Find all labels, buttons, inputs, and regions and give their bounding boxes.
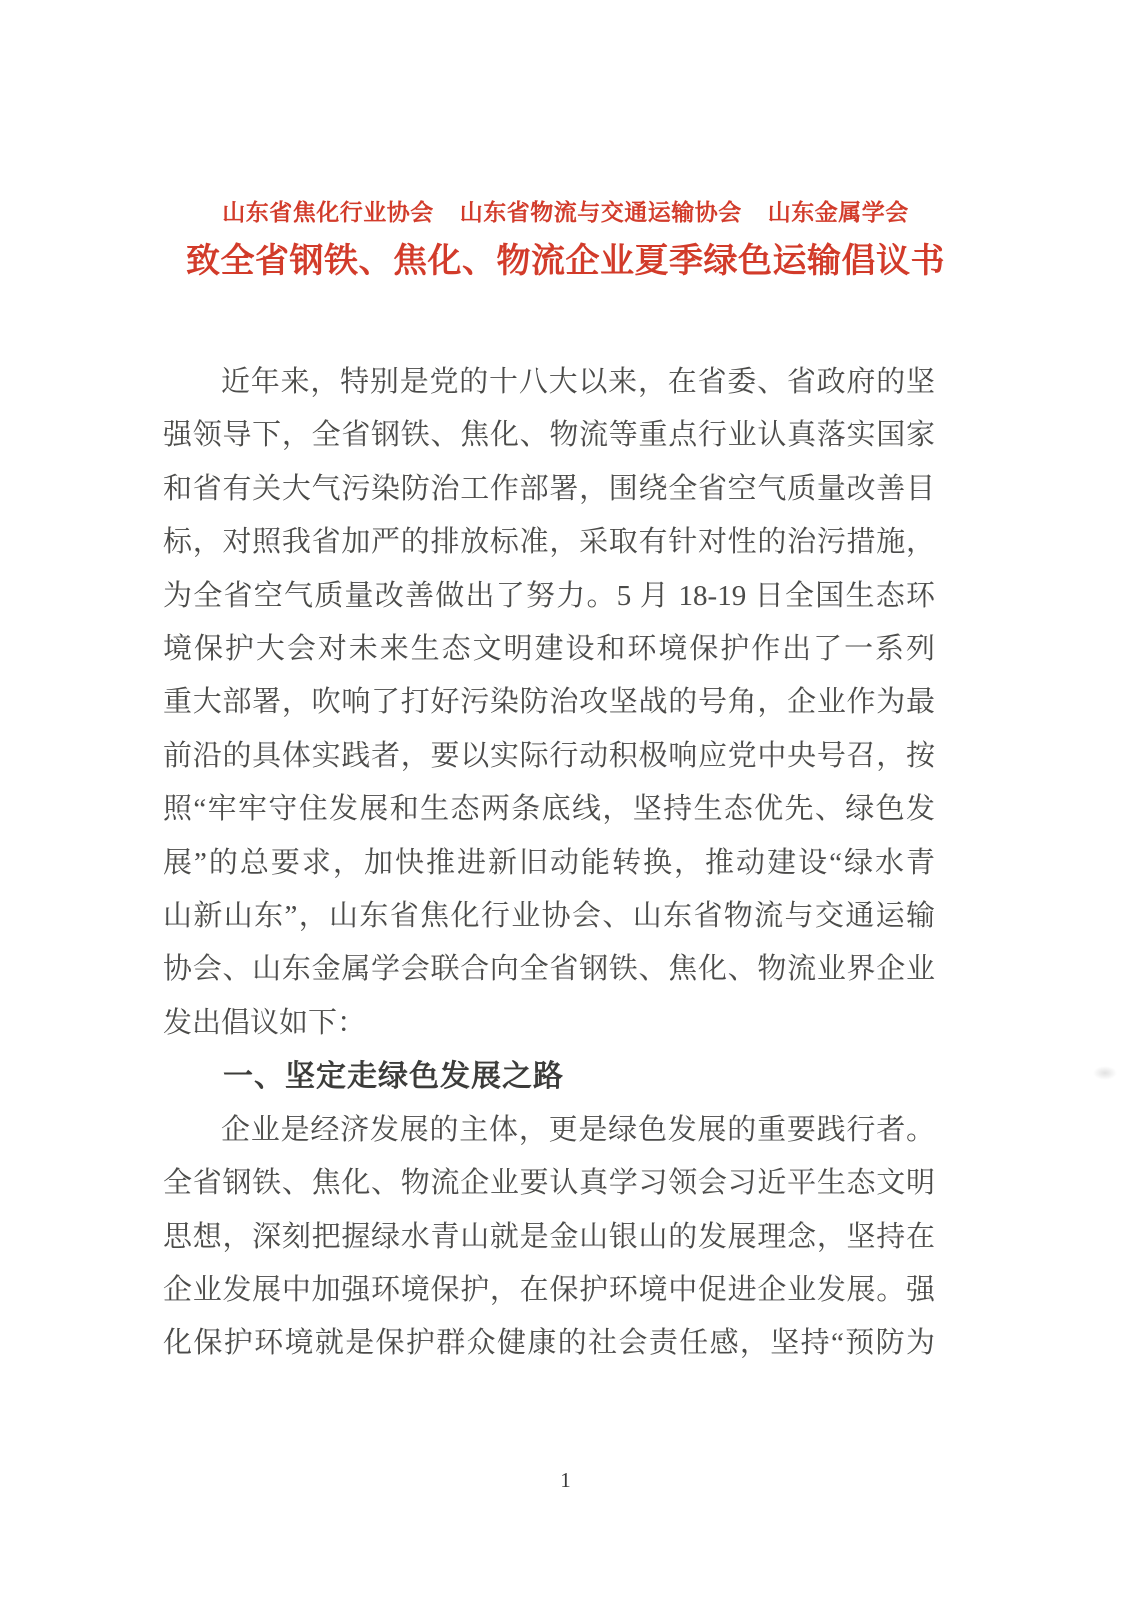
- text-line: 为全省空气质量改善做出了努力。5 月 18-19 日全国生态环: [163, 579, 935, 612]
- paragraph-intro: [163, 356, 935, 1050]
- text-line: 境保护大会对未来生态文明建设和环境保护作出了一系列: [163, 633, 935, 666]
- text-line: 企业是经济发展的主体，更是绿色发展的重要践行者。: [221, 1113, 935, 1146]
- paragraph-section-1: [163, 1104, 935, 1371]
- text-line: 发出倡议如下：: [163, 1006, 367, 1039]
- text-line: 照“牢牢守住发展和生态两条底线，坚持生态优先、绿色发: [163, 793, 935, 826]
- text-line: 化保护环境就是保护群众健康的社会责任感，坚持“预防为: [163, 1327, 935, 1360]
- text-line: 标，对照我省加严的排放标准，采取有针对性的治污措施，: [163, 526, 935, 559]
- text-line: 山新山东”，山东省焦化行业协会、山东省物流与交通运输: [163, 900, 935, 933]
- text-line: 思想，深刻把握绿水青山就是金山银山的发展理念，坚持在: [163, 1220, 935, 1253]
- page-number: 1: [560, 1468, 571, 1492]
- organization-name: 山东金属学会: [767, 200, 909, 225]
- text-line: 展”的总要求，加快推进新旧动能转换，推动建设“绿水青: [163, 846, 935, 879]
- organization-name: 山东省物流与交通运输协会: [459, 200, 742, 225]
- text-line: 重大部署，吹响了打好污染防治攻坚战的号角，企业作为最: [163, 686, 935, 719]
- section-heading-1: 一、坚定走绿色发展之路: [223, 1060, 564, 1094]
- text-line: 前沿的具体实践者，要以实际行动积极响应党中央号召，按: [163, 739, 935, 772]
- text-line: 和省有关大气污染防治工作部署，围绕全省空气质量改善目: [163, 472, 935, 505]
- text-line: 近年来，特别是党的十八大以来，在省委、省政府的坚: [221, 366, 935, 398]
- text-line: 强领导下，全省钢铁、焦化、物流等重点行业认真落实国家: [163, 419, 935, 452]
- text-line: 企业发展中加强环境保护，在保护环境中促进企业发展。强: [163, 1273, 935, 1306]
- organization-names: [0, 193, 1131, 233]
- organization-name: 山东省焦化行业协会: [222, 200, 434, 225]
- scan-smudge: [1093, 1066, 1117, 1080]
- document-body: [163, 356, 935, 1371]
- document-header: [0, 193, 1131, 287]
- text-line: 全省钢铁、焦化、物流企业要认真学习领会习近平生态文明: [163, 1167, 935, 1200]
- text-line: 协会、山东金属学会联合向全省钢铁、焦化、物流业界企业: [163, 953, 935, 986]
- document-title: 致全省钢铁、焦化、物流企业夏季绿色运输倡议书: [186, 243, 945, 280]
